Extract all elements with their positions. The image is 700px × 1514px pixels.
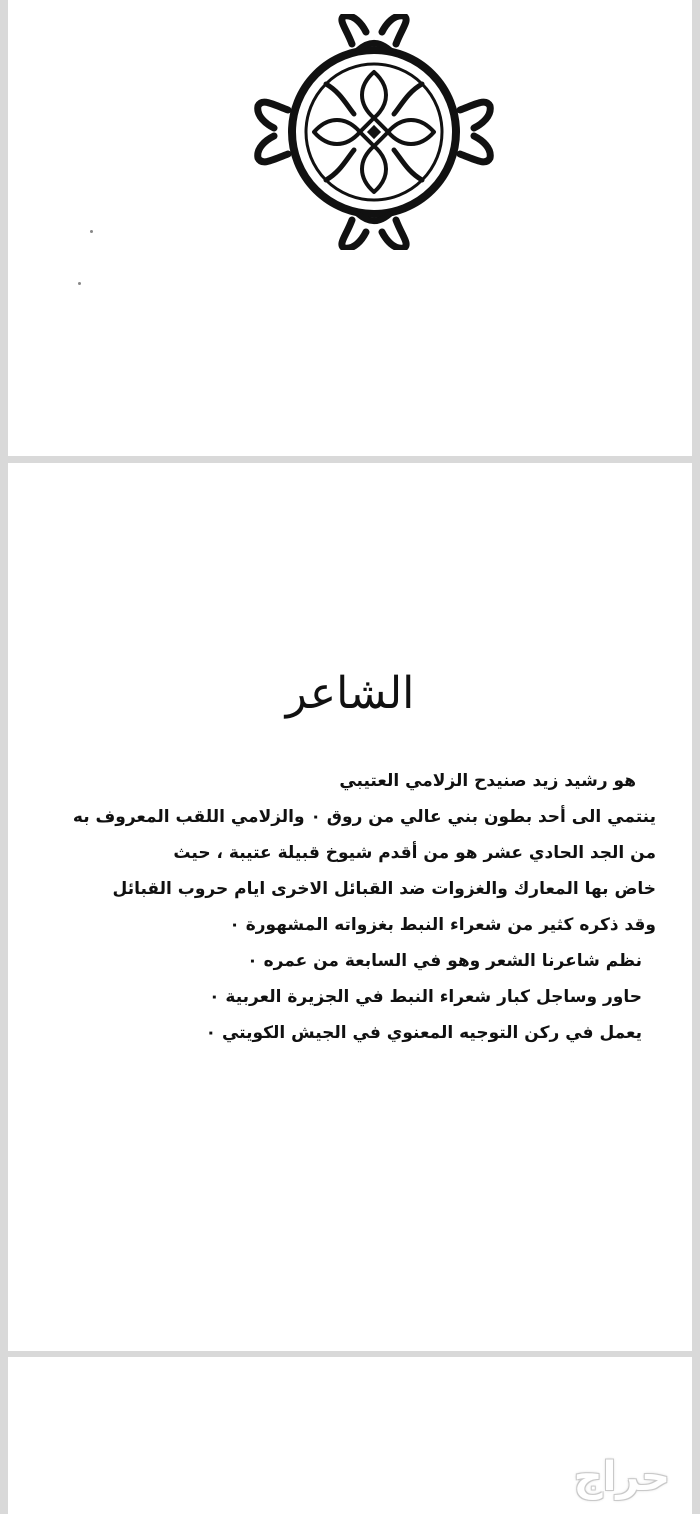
scan-speck xyxy=(90,230,93,233)
document-page-2 xyxy=(8,463,692,1351)
biography-line: نظم شاعرنا الشعر وهو في السابعة من عمره ٠ xyxy=(247,951,642,971)
biography-line: وقد ذكره كثير من شعراء النبط بغزواته المشهورة ٠ xyxy=(229,915,656,935)
biography-line: يعمل في ركن التوجيه المعنوي في الجيش الكويتي ٠ xyxy=(205,1023,642,1043)
document-page-3 xyxy=(8,1357,692,1514)
scan-speck xyxy=(78,282,81,285)
biography-line: خاض بها المعارك والغزوات ضد القبائل الاخرى ايام حروب القبائل xyxy=(112,879,656,899)
biography-line: حاور وساجل كبار شعراء النبط في الجزيرة العربية ٠ xyxy=(209,987,642,1007)
biography-line: من الجد الحادي عشر هو من أقدم شيوخ قبيلة عتيبة ، حيث xyxy=(173,843,656,863)
poet-biography xyxy=(58,763,656,1051)
watermark-logo: حراج xyxy=(573,1454,670,1500)
biography-line: ينتمي الى أحد بطون بني عالي من روق ٠ والزلامي اللقب المعروف به xyxy=(72,807,656,827)
document-page-1 xyxy=(8,0,692,456)
biography-line: هو رشيد زيد صنيدح الزلامي العتيبي xyxy=(339,771,636,791)
arabesque-ornament-icon xyxy=(254,14,494,250)
poet-heading: الشاعر xyxy=(285,668,415,719)
